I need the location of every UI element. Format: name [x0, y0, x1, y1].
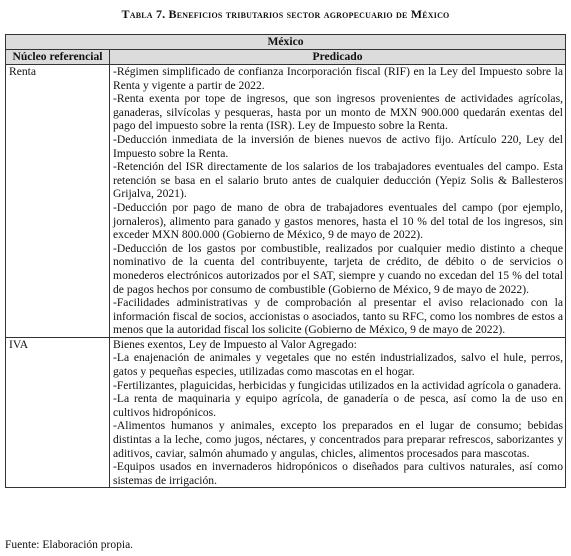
row-label-renta: Renta: [6, 65, 110, 338]
column-header-row: [6, 50, 566, 65]
col-header-nucleo: Núcleo referencial: [6, 50, 110, 65]
group-header-row: [6, 35, 566, 50]
benefits-table: [5, 34, 566, 488]
list-item: -Deducción por pago de mano de obra de trabajadores eventuales del campo (por ejemplo, jornaleros), alimento para ganado y gastos menores, hasta el 10 % del total de los ingresos, sin exceder MXN 800.000 (Gobierno de México, 9 de mayo de 2022).: [113, 200, 563, 242]
list-item: -Facilidades administrativas y de comprobación al presentar el aviso relacionado con la información fiscal de socios, accionistas o asociados, tanto su RFC, como los nombres de estos a menos que la autoridad fiscal los solicite (Gobierno de México, 9 de mayo de 2022).: [113, 296, 563, 337]
list-item: -Fertilizantes, plaguicidas, herbicidas y fungicidas utilizados en la actividad agrícola o ganadera.: [113, 378, 562, 392]
list-item: -La enajenación de animales y vegetales que no estén industrializados, salvo el hule, perros, gatos y pequeñas especies, utilizadas como mascotas en el hogar.: [113, 351, 563, 379]
table-caption: Beneficios tributarios sector agropecuario de México: [168, 7, 450, 21]
row-label-iva: IVA: [6, 337, 110, 488]
group-header: México: [6, 35, 566, 50]
list-item: -Renta exenta por tope de ingresos, que son ingresos provenientes de actividades agrícolas, ganaderas, silvícolas y pesqueras, hasta por un monto de MXN 900.000 quedarán exentas del pago del impuesto sobre la renta (ISR). Ley de Impuesto sobre la Renta.: [113, 92, 563, 133]
list-item: -Equipos usados en invernaderos hidropónicos o diseñados para cultivos naturales, así como sistemas de irrigación.: [113, 460, 563, 487]
list-item: -Retención del ISR directamente de los salarios de los trabajadores eventuales del campo. Esta retención se basa en el salario bruto antes de cualquier deducción (Yepiz Solis & Ballesteros Grijalva, 2021).: [113, 160, 563, 201]
table-row: [6, 337, 566, 488]
list-item: -La renta de maquinaria y equipo agrícola, de ganadería o de pesca, así como la de uso en cultivos hidropónicos.: [113, 392, 563, 419]
table-title: [0, 7, 571, 22]
list-item: -Régimen simplificado de confianza Incorporación fiscal (RIF) en la Ley del Impuesto sobre la Renta y vigente a partir de 2022.: [113, 65, 563, 92]
table-row: [6, 65, 566, 338]
predicado-cell-renta: [110, 65, 566, 338]
source-note: Fuente: Elaboración propia.: [5, 539, 134, 551]
table-number: Tabla 7.: [121, 7, 169, 21]
list-item: -Deducción inmediata de la inversión de bienes nuevos de activo fijo. Artículo 220, Ley del Impuesto sobre la Renta.: [113, 132, 563, 160]
col-header-predicado: Predicado: [110, 50, 566, 65]
list-item: -Deducción de los gastos por combustible, realizados por cualquier medio distinto a cheque nominativo de la cuenta del contribuyente, tarjeta de crédito, de débito o de servicios o monederos electrónicos autorizados por el SAT, siempre y cuando no excedan del 15 % del total de pagos hechos por consumo de combustible (Gobierno de México, 9 de mayo de 2022).: [113, 241, 563, 296]
list-item: Bienes exentos, Ley de Impuesto al Valor Agregado:: [113, 337, 357, 351]
list-item: -Alimentos humanos y animales, excepto los preparados en el lugar de consumo; bebidas distintas a la leche, como jugos, néctares, y concentrados para preparar refrescos, saborizantes y aditivos, caviar, salmón ahumado y angulas, chicles, alimentos procesados para mascotas.: [113, 419, 563, 460]
predicado-cell-iva: [110, 337, 566, 488]
